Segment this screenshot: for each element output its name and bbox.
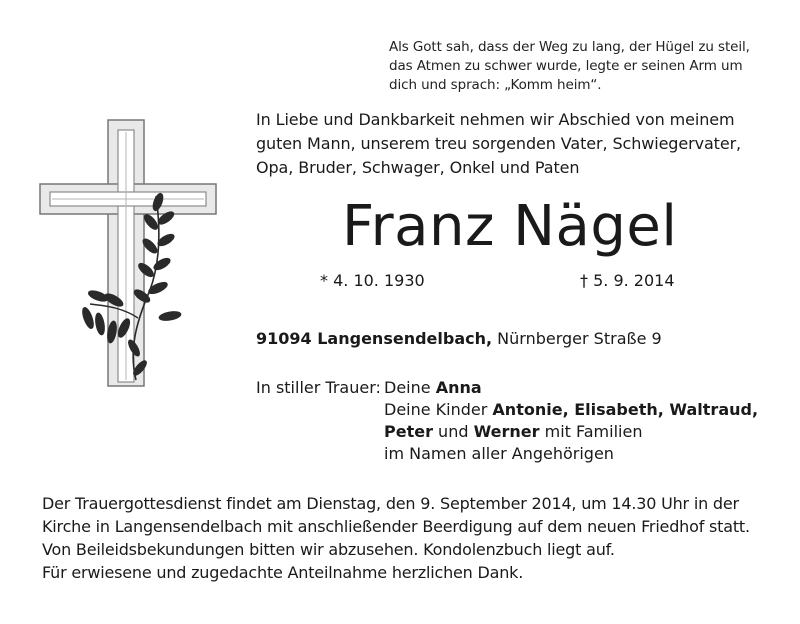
mourner-prefix: Deine <box>384 378 436 397</box>
footer-line: Für erwiesene und zugedachte Anteilnahme herzlichen Dank. <box>42 563 524 582</box>
mourners-lead: In stiller Trauer: <box>256 378 381 397</box>
intro-line: guten Mann, unserem treu sorgenden Vater, Schwiegervater, <box>256 134 742 153</box>
address-street: Nürnberger Straße 9 <box>497 329 662 348</box>
footer-line: Von Beileidsbekundungen bitten wir abzusehen. Kondolenzbuch liegt auf. <box>42 540 615 559</box>
mourner-child: Werner <box>473 422 540 441</box>
birth-date: * 4. 10. 1930 <box>320 271 425 290</box>
address-city: 91094 Langensendelbach, <box>256 329 493 348</box>
mourner-child: Peter <box>384 422 433 441</box>
footer-text <box>42 492 782 584</box>
intro-line: Opa, Bruder, Schwager, Onkel und Paten <box>256 158 580 177</box>
mourners-row <box>256 399 786 421</box>
mourners-closing: im Namen aller Angehörigen <box>384 444 614 463</box>
quote-block <box>389 38 769 95</box>
mourners-row <box>256 421 786 443</box>
mourner-suffix: mit Familien <box>539 422 643 441</box>
death-date: † 5. 9. 2014 <box>580 271 675 290</box>
address <box>256 328 662 350</box>
intro-line: In Liebe und Dankbarkeit nehmen wir Abschied von meinem <box>256 110 735 129</box>
cross-shape <box>40 120 216 386</box>
mourners-block <box>256 377 786 465</box>
deceased-name: Franz Nägel <box>342 194 678 259</box>
mourner-connector: und <box>432 422 474 441</box>
intro-text <box>256 108 776 180</box>
footer-line: Kirche in Langensendelbach mit anschließender Beerdigung auf dem neuen Friedhof statt. <box>42 517 750 536</box>
quote-line: das Atmen zu schwer wurde, legte er seinen Arm um <box>389 58 743 74</box>
mourners-row <box>256 377 786 399</box>
mourner-prefix: Deine Kinder <box>384 400 493 419</box>
footer-line: Der Trauergottesdienst findet am Dienstag, den 9. September 2014, um 14.30 Uhr in der <box>42 494 739 513</box>
mourners-row <box>256 443 786 465</box>
mourner-wife: Anna <box>435 378 482 397</box>
quote-line: Als Gott sah, dass der Weg zu lang, der Hügel zu steil, <box>389 39 750 55</box>
mourner-children: Antonie, Elisabeth, Waltraud, <box>492 400 759 419</box>
cross-with-olive-branch-icon <box>38 118 218 390</box>
quote-line: dich und sprach: „Komm heim“. <box>389 77 602 93</box>
